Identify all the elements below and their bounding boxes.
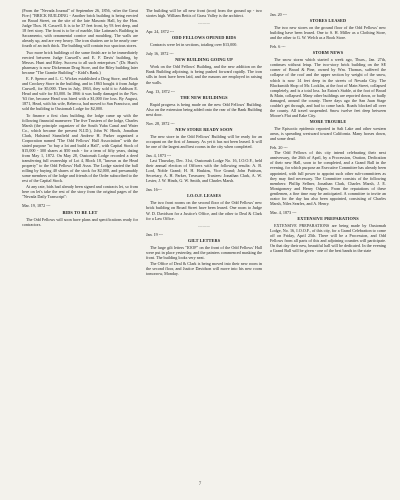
article-paragraph: The Odd Fellows of this city intend celebrating their next anniversary, the 26th of April, by a Procession, Oration, Dedication of their new Hall, soon to be completed, and a Grand Ball in the evening, for which purpose an Executive Committee has already been appointed, with full power to appoint such other sub-committees as they may find necessary. The Committee consists of the following members: Phillip Sellner, Jonathan Clark, Charles Marsh, J. E. Montgomery and Henry Odgers. From the reputations of these gentlemen, a fine time may be anticipated. A committee to invite an orator for the day has also been appointed, consisting of Charles Marsh, Niles Searles, and A. Henry. <box>270 150 386 206</box>
article-headline: NEW BUILDING GOING UP <box>175 57 233 63</box>
article-headline: BIDS TO BE LET <box>62 209 98 215</box>
article-paragraph: The large gilt letters "IOOF" on the front of the Odd Fellows' Hall were put in place yesterday, and the painters commenced masking the front. The building looks very neat. <box>146 244 262 260</box>
article-date: Jan. 4, 1873 --- <box>146 153 172 159</box>
article-paragraph: At any rate, bids had already been signed and contracts let, so from here on let's take the rest of the story from the original pages of the "Nevada Daily Transcript": <box>22 184 138 200</box>
section-divider: ........... <box>198 222 210 228</box>
article-date: Feb. 6 --- <box>270 44 286 50</box>
article-paragraph: Contracts were let in sections, totaling over $13,000. <box>150 42 238 48</box>
article-paragraph: Rapid progress is being made on the new Odd Fellows' Building. Also on the extension being added onto the rear of the Bank Building next door. <box>146 101 262 117</box>
article-headline: ODD FELLOWS OPENED BIDS <box>171 35 237 41</box>
text-column-2 <box>146 8 262 478</box>
article-date: Mar. 19, 1872 --- <box>22 203 51 209</box>
article-paragraph: Last Thursday, Dec. 31st, Oustomah Lodge No. 16, I.O.O.F., held their annual election of Officers with the following results: A. B. Lord, Noble Grand; H. H. Haskins, Vice Grand; John Pattison, Secretary, A. H. Parker, Treasurer; Trustees: Jonathan Clark, A. W. Lester, J. W. Hinds, G. W. Smith, and Charles Marsh. <box>146 158 262 184</box>
document-page <box>22 8 386 478</box>
article-paragraph: To finance a first class building, the lodge came up with the following financial maneuver: The five Trustees of the lodge, Charles Marsh (the principle organizer of the South Yuba Canal and Water Co., which became the present N.I.D.), John W. Hinds, Jonathan Clark, Halstead Stansfield and Andrew H. Parker organized a Corporation named "The Odd Fellows' Hall Association" with the stated purpose "to buy a lot and build a Hall", with Capital Stock of $15,000 - 300 shares at $50 each - for a term of fifty years, dating from May 1, 1872. On May 28, Oustomah Lodge recorded a deed transferring full ownership of Lot 4, Block 18, "known as the Head property" to the Odd Fellows' Hall Assn. The Lodge started the ball rolling by buying 40 shares of the stock for $2,000, and presumably some members of the lodge and friends of the Order subscribed to the rest of the Capital Stock. <box>22 112 138 184</box>
article-paragraph: (From the "Nevada Journal" of September 26, 1856, -after the Great Fire:) "BRICK BUILDING - Another brick building is being erected on Broad Street, on the site of the late Masonic Hall, by the Hon. Judge Thos. H. Caswell. It is to be 37 feet front, by 93 feet deep, and 18 feet story. The front is to be of marble, like Lattman's Building in Sacramento, with ornamental cornice and moulding. The walls are already up, and are very heavy. The iron shutters are to be nearly one-fourth of an inch thick. The building will contain two spacious stores. <box>22 8 138 49</box>
text-column-1 <box>22 8 138 478</box>
article-paragraph: The Office of Deal & Clark is being moved into their new room in the second floor, and Justice Davidson will move into his new room tomorrow, Monday. <box>146 261 262 277</box>
text-column-3 <box>270 8 386 478</box>
article-date: July 16, 1872 --- <box>146 51 174 57</box>
article-date: Jan. 20 --- <box>270 12 287 17</box>
article-date: Aug. 13, 1872 --- <box>146 88 175 94</box>
article-paragraph: E. F. Spence and L. C. Wickes established a Drug Store, and Book and Crockery Store in the building, and in 1863 bought it from Judge Caswell, for $5,000. Then in July, 1863, they sold it to Addison E. Head and wife for $3,000. In 1866 it was badly damaged in the Nov. '63 fire, because Head was hired with a $1,000 fire loss. By August, 1871, Head, with his wife, Rebecca, had moved to San Francisco, and sold the building to Oustomah Lodge for $2,000. <box>22 75 138 112</box>
article-headline: STORES LEASED <box>309 18 347 24</box>
article-paragraph: The building will be all new front (iron) from the ground up - two stories high. William Bettis of Grass Valley is the architect. <box>146 8 262 19</box>
article-paragraph: The snow storm which started a week ago, Thurs., Jan. 27th, continues without letup. The two-story brick building on the SE corner of Broad & Pine, owned by Wm. Thomas, suffered the collapse of the roof and the upper section by weight of the snow, which is now 14 feet deep in the streets of Nevada City. The Blacksmith Shop of Mr. Locklin, at the foot of Main Street, collapsed completely, and is a total loss. Ira Eaton's Stable, at the foot of Broad & Main, collapsed. Many other buildings are reported down, or badly damaged, around the county. Three days ago the San Juan Stage couldn't get through, and had to come back. Roads blocked all over the county. All travel suspended. Snow twelve feet deep between Moore's Flat and Eake City. <box>270 57 386 118</box>
article-headline: EXTENSIVE PREPARATIONS <box>297 215 359 221</box>
article-headline: GILT LETTERS <box>187 237 221 243</box>
article-paragraph: Work on the Odd Fellows' Building, and the new addition on the Bank Building adjoining, is being pushed forward rapidly. The iron sills in front have been laid, and the masons are employed in raising the walls. <box>146 64 262 85</box>
article-date: Mar. 4, 1873 --- <box>270 209 297 215</box>
article-paragraph: The Odd Fellows will soon have plans and specifications ready for contractors. <box>22 216 138 227</box>
page-number: 7 <box>198 482 202 487</box>
article-headline: I.O.O.F. LEASES <box>187 193 221 199</box>
article-paragraph: The Episcotic epidemic reported in Salt Lake and other western areas, is spreading westward toward California. Many horses down, and some dead. <box>270 126 386 142</box>
article-paragraph: The two front rooms on the second floor of the Odd Fellows' new brick building on Broad Street have been leased. One room to Judge W. D. Davidson for a Justice's Office, and the other to Deal & Clark for a Law Office. <box>146 200 262 221</box>
article-paragraph: The two new stores on the ground floor of the Odd Fellows' new building have been leased. One to S. H. Miller as a Clothing Store, and the other to G. W. Welch as a Book Store. <box>270 25 386 41</box>
article-paragraph: Two more brick buildings of the same finish are to be immediately erected between Judge Caswell's and E. F. Davis' building, by Messrs. Hunt and Riley. Success to all such enterprises." (Dr. Hunt's pharmacy is now Dickerman Drug Store, and the Riley building later became "The Granite Building" - Kidd's Bank.) <box>22 49 138 75</box>
article-paragraph: The new store in the Odd Fellows' Building will be ready for an occupant on the first of January. As yet it has not been leased. It will be one of the largest and best rooms in the city when completed. <box>146 133 262 149</box>
article-date: Nov. 28, 1872 --- <box>146 120 175 126</box>
article-headline: STORM NEWS <box>312 50 344 56</box>
article-paragraph: EXTENSIVE PREPARATIONS are being made by Oustomah Lodge, No. 16, I.O.O.F., of this city, for a Grand Celebration to come off on Friday, April 25th. There will be a Procession, and Odd Fellows from all parts of this and adjoining counties will participate. On that day their new, beautiful hall will be dedicated. In the evening a Grand Ball will be given - one of the best bands in the state <box>270 222 386 254</box>
article-date: Apr. 24, 1872 --- <box>146 29 174 35</box>
article-headline: MORE TROUBLE <box>309 119 347 125</box>
article-date: Feb. 20 --- <box>270 145 288 151</box>
article-headline: THE NEW BUILDINGS <box>180 94 228 100</box>
article-date: Jan. 16--- <box>146 187 162 193</box>
section-divider: ........... <box>198 20 210 26</box>
article-headline: NEW STORE READY SOON <box>175 126 233 132</box>
article-date: Jan. 19 --- <box>146 231 163 237</box>
